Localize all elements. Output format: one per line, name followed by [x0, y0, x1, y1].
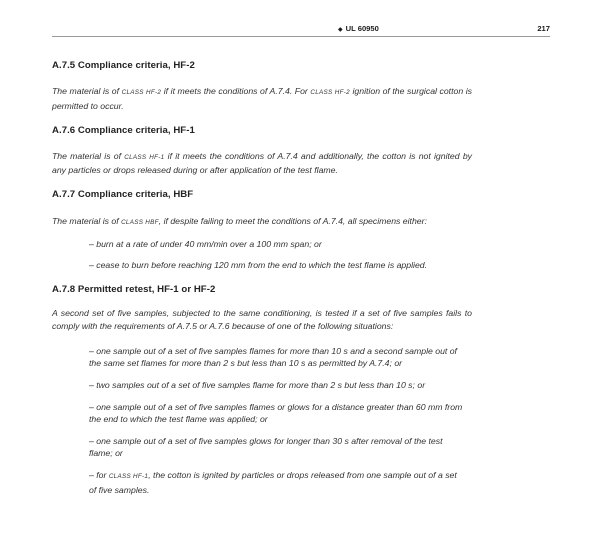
page-content — [52, 60, 472, 496]
class-term: CLASS HF-1 — [108, 472, 149, 480]
class-term: CLASS HF-1 — [124, 153, 165, 161]
para-a77-text2: , if despite failing to meet the conditions of A.7.4, all specimens either: — [158, 216, 427, 227]
heading-a78: A.7.8 Permitted retest, HF-1 or HF-2 — [52, 284, 216, 296]
para-a76 — [52, 150, 472, 178]
class-term: CLASS HF-2 — [121, 89, 162, 96]
list-item — [52, 469, 472, 496]
class-term: CLASS HF-2 — [310, 89, 350, 96]
para-a77 — [52, 215, 472, 230]
para-a76-text1: The material is of — [52, 150, 122, 161]
heading-a77: A.7.7 Compliance criteria, HBF — [52, 189, 194, 201]
list-item: – cease to burn before reaching 120 mm from the end to which the test flame is applied. — [89, 259, 428, 270]
list-item-text2: , the cotton is ignited by particles or drops released from one sample out of a set of five samples. — [89, 469, 457, 495]
list-item-text1: – for — [89, 469, 107, 480]
list-item: – one sample out of a set of five samples flames or glows for a distance greater than 60 mm from the end to which the test flame was applied; or — [89, 401, 463, 425]
list-item: – one sample out of a set of five samples glows for longer than 30 s after removal of the test flame; or — [89, 435, 443, 459]
standard-name: UL 60950 — [345, 24, 379, 33]
para-a77-text1: The material is of — [52, 216, 119, 227]
diamond-icon: ◆ — [338, 27, 343, 33]
para-a75-text1: The material is of — [52, 86, 120, 96]
heading-a75: A.7.5 Compliance criteria, HF-2 — [52, 60, 195, 71]
para-a76-text2: if it meets the conditions of A.7.4 and additionally, the cotton is not ignited by any particles or drops released during or after application of the test flame. — [52, 150, 472, 176]
para-a75 — [52, 85, 472, 113]
class-term: CLASS HBF — [121, 219, 159, 227]
list-item: – burn at a rate of under 40 mm/min over a 100 mm span; or — [89, 238, 322, 249]
page-header — [52, 20, 550, 37]
list-item: – one sample out of a set of five samples flames for more than 10 s and a second sample out of the same set flames for more than 2 s but less than 10 s as permitted by A.7.4; or — [89, 345, 457, 369]
para-a75-text3: ignition of the surgical cotton is permitted to occur. — [52, 86, 473, 111]
heading-a76: A.7.6 Compliance criteria, HF-1 — [52, 124, 195, 136]
para-a78: A second set of five samples, subjected to the same conditioning, is tested if a set of five samples fails to comply with the requirements of A.7.5 or A.7.6 because of one of the following situations: — [52, 308, 472, 331]
para-a75-text2: if it meets the conditions of A.7.4. For — [163, 86, 308, 96]
running-header — [338, 24, 379, 33]
page-number: 217 — [537, 24, 550, 33]
list-item: – two samples out of a set of five samples flame for more than 2 s but less than 10 s; or — [89, 379, 426, 390]
